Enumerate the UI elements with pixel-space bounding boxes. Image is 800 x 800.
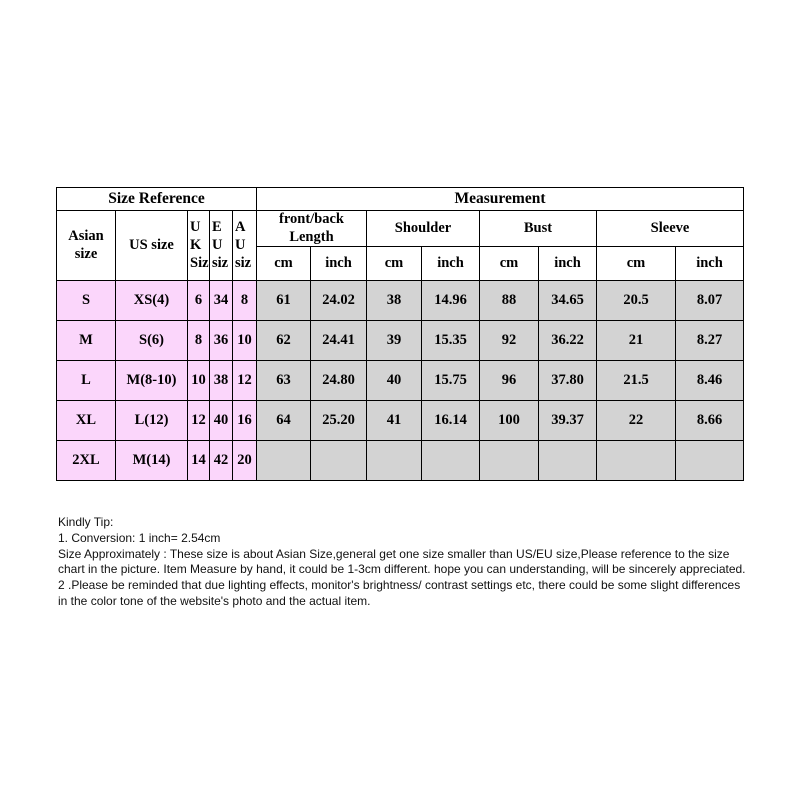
eu-size-cell: 42: [210, 441, 233, 481]
sleeve-header: Sleeve: [597, 211, 744, 247]
bust-cm-cell: 96: [480, 361, 539, 401]
size-chart-table: [56, 187, 744, 481]
table-row: [57, 441, 744, 481]
eu-size-cell: 38: [210, 361, 233, 401]
group-header-row: [57, 188, 744, 211]
asian-size-header: Asian size: [57, 211, 116, 281]
unit-cm: cm: [597, 247, 676, 281]
bust-inch-cell: 39.37: [539, 401, 597, 441]
us-size-cell: S(6): [116, 321, 188, 361]
unit-inch: inch: [422, 247, 480, 281]
au-size-header: A U siz: [233, 211, 257, 281]
asian-size-cell: 2XL: [57, 441, 116, 481]
unit-cm: cm: [367, 247, 422, 281]
asian-size-cell: XL: [57, 401, 116, 441]
table-row: [57, 361, 744, 401]
length-header: front/back Length: [257, 211, 367, 247]
sleeve-cm-cell: 22: [597, 401, 676, 441]
bust-inch-cell: 34.65: [539, 281, 597, 321]
tip-size-approx: Size Approximately : These size is about Asian Size,general get one size smaller than US/EU size,Please reference to the size chart in the picture. Item Measure by hand, it could be 1-3cm different. hope you can understanding, will be sincerely appreciated.: [58, 546, 746, 577]
measurement-header: Measurement: [257, 188, 744, 211]
uk-size-cell: 8: [188, 321, 210, 361]
bust-cm-cell: [480, 441, 539, 481]
sleeve-inch-cell: 8.66: [676, 401, 744, 441]
bust-inch-cell: 37.80: [539, 361, 597, 401]
tip-color-notice: 2 .Please be reminded that due lighting effects, monitor's brightness/ contrast settings etc, there could be some slight differences in the color tone of the website's photo and the actual item.: [58, 578, 741, 608]
sleeve-inch-cell: 8.07: [676, 281, 744, 321]
tip-conversion: 1. Conversion: 1 inch= 2.54cm: [58, 530, 221, 545]
length-inch-cell: 24.80: [311, 361, 367, 401]
sleeve-inch-cell: 8.46: [676, 361, 744, 401]
shoulder-header: Shoulder: [367, 211, 480, 247]
au-size-cell: 20: [233, 441, 257, 481]
size-reference-header: Size Reference: [57, 188, 257, 211]
us-size-cell: L(12): [116, 401, 188, 441]
uk-size-cell: 10: [188, 361, 210, 401]
sleeve-cm-cell: 21.5: [597, 361, 676, 401]
table-row: [57, 401, 744, 441]
bust-inch-cell: 36.22: [539, 321, 597, 361]
length-cm-cell: [257, 441, 311, 481]
uk-size-cell: 6: [188, 281, 210, 321]
shoulder-cm-cell: 39: [367, 321, 422, 361]
au-size-cell: 12: [233, 361, 257, 401]
uk-size-cell: 12: [188, 401, 210, 441]
unit-inch: inch: [311, 247, 367, 281]
column-header-row: [57, 211, 744, 247]
au-size-cell: 16: [233, 401, 257, 441]
shoulder-inch-cell: [422, 441, 480, 481]
size-table-body: [57, 188, 744, 481]
length-inch-cell: [311, 441, 367, 481]
eu-size-header: E U siz: [210, 211, 233, 281]
us-size-header: US size: [116, 211, 188, 281]
bust-inch-cell: [539, 441, 597, 481]
au-size-cell: 8: [233, 281, 257, 321]
length-cm-cell: 64: [257, 401, 311, 441]
eu-size-cell: 40: [210, 401, 233, 441]
shoulder-cm-cell: [367, 441, 422, 481]
sleeve-inch-cell: [676, 441, 744, 481]
asian-size-cell: L: [57, 361, 116, 401]
length-cm-cell: 61: [257, 281, 311, 321]
asian-size-cell: M: [57, 321, 116, 361]
eu-size-cell: 36: [210, 321, 233, 361]
tip-title: Kindly Tip:: [58, 515, 114, 529]
sleeve-inch-cell: 8.27: [676, 321, 744, 361]
length-inch-cell: 24.41: [311, 321, 367, 361]
uk-size-header: U K Siz: [188, 211, 210, 281]
shoulder-inch-cell: 16.14: [422, 401, 480, 441]
unit-cm: cm: [257, 247, 311, 281]
au-size-cell: 10: [233, 321, 257, 361]
length-cm-cell: 63: [257, 361, 311, 401]
sleeve-cm-cell: 20.5: [597, 281, 676, 321]
us-size-cell: M(14): [116, 441, 188, 481]
unit-inch: inch: [676, 247, 744, 281]
unit-inch: inch: [539, 247, 597, 281]
shoulder-inch-cell: 14.96: [422, 281, 480, 321]
table-row: [57, 321, 744, 361]
length-inch-cell: 25.20: [311, 401, 367, 441]
sleeve-cm-cell: [597, 441, 676, 481]
bust-header: Bust: [480, 211, 597, 247]
shoulder-inch-cell: 15.35: [422, 321, 480, 361]
length-inch-cell: 24.02: [311, 281, 367, 321]
length-cm-cell: 62: [257, 321, 311, 361]
shoulder-cm-cell: 40: [367, 361, 422, 401]
us-size-cell: M(8-10): [116, 361, 188, 401]
kindly-tip-note: [58, 515, 748, 610]
uk-size-cell: 14: [188, 441, 210, 481]
us-size-cell: XS(4): [116, 281, 188, 321]
bust-cm-cell: 92: [480, 321, 539, 361]
shoulder-cm-cell: 38: [367, 281, 422, 321]
unit-cm: cm: [480, 247, 539, 281]
eu-size-cell: 34: [210, 281, 233, 321]
shoulder-inch-cell: 15.75: [422, 361, 480, 401]
shoulder-cm-cell: 41: [367, 401, 422, 441]
asian-size-cell: S: [57, 281, 116, 321]
sleeve-cm-cell: 21: [597, 321, 676, 361]
table-row: [57, 281, 744, 321]
bust-cm-cell: 88: [480, 281, 539, 321]
bust-cm-cell: 100: [480, 401, 539, 441]
